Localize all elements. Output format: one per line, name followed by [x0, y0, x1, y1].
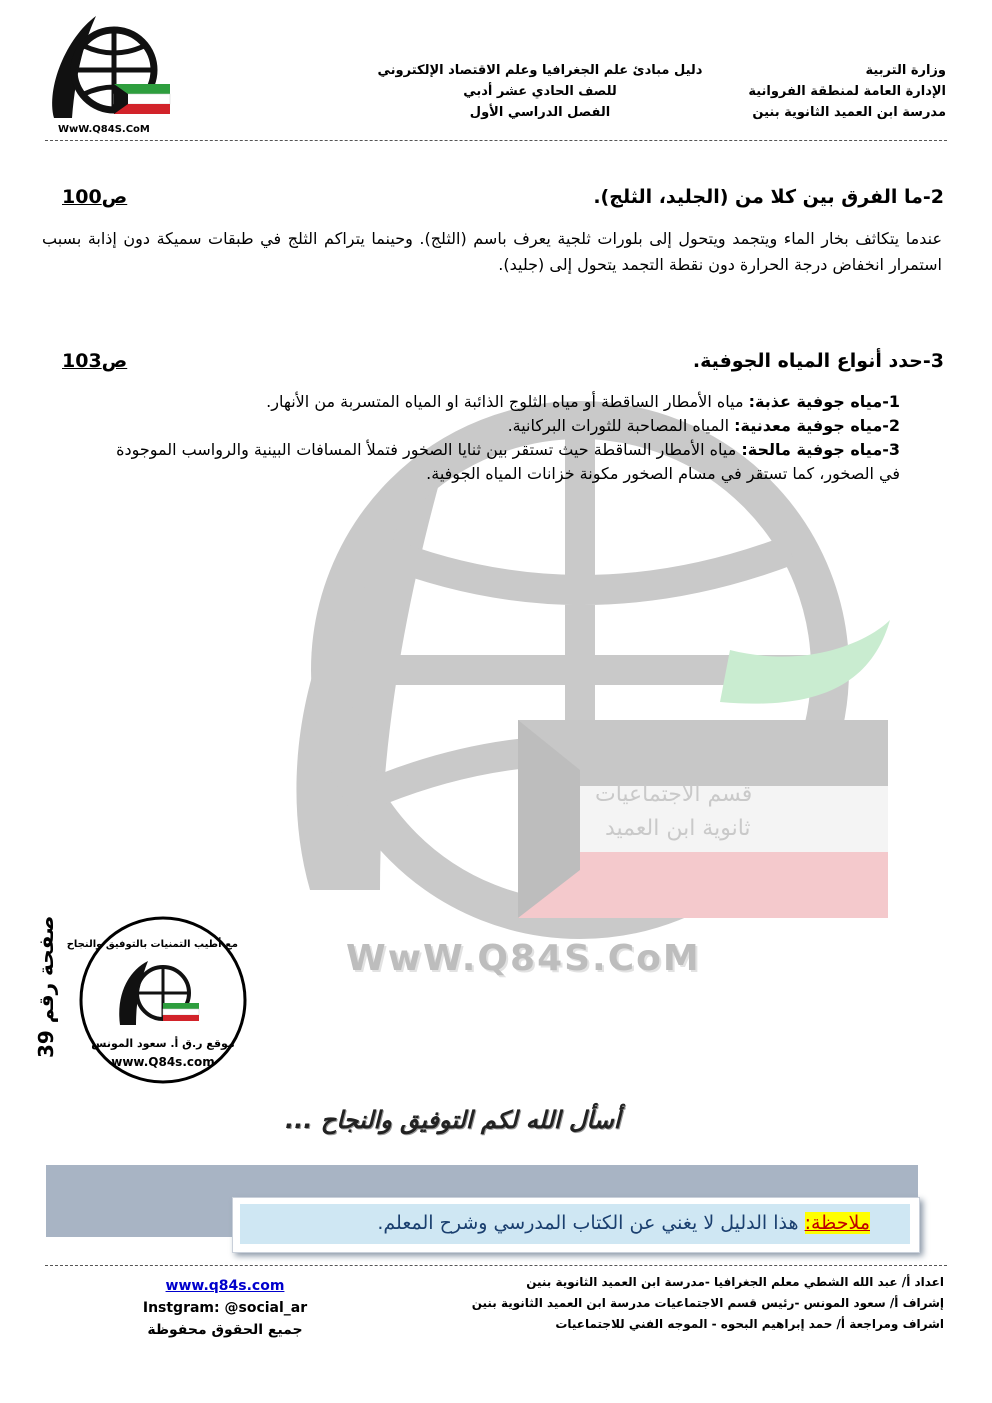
item-text: المياه المصاحبة للثورات البركانية. — [507, 416, 735, 435]
question-3-page-ref: ص103 — [62, 350, 128, 372]
groundwater-types-list — [100, 390, 900, 486]
copyright: جميع الحقوق محفوظة — [147, 1322, 303, 1338]
ministry-name: وزارة التربية — [865, 63, 946, 78]
stamp-line1: موقع ر.ق أ. سعود المونس — [91, 1037, 235, 1050]
footer-separator — [45, 1265, 947, 1266]
question-3-title: 3-حدد أنواع المياه الجوفية. — [692, 350, 944, 372]
item-label: 2-مياه جوفية معدنية: — [734, 416, 900, 435]
stamp-arc-text: مع أطيب التمنيات بالتوفيق والنجاح — [66, 939, 238, 950]
watermark-line2: ثانوية ابن العميد — [605, 816, 751, 841]
question-2-title: 2-ما الفرق بين كلا من (الجليد، الثلج). — [593, 186, 944, 208]
semester-label: الفصل الدراسي الأول — [469, 105, 611, 120]
stamp-line2: www.Q84s.com — [111, 1055, 215, 1069]
list-item — [100, 414, 900, 438]
watermark-site: WwW.Q84S.CoM — [346, 938, 701, 979]
list-item — [100, 390, 900, 414]
question-2-answer: عندما يتكاثف بخار الماء ويتجمد ويتحول إلى بلورات ثلجية يعرف باسم (الثلج). وحينما يتراكم الثلج في طبقات سميكة دون إذابة بسبب استمرار انخفاض درجة الحرارة دون نقطة التجمد يتحول إلى (جليد). — [42, 229, 942, 274]
header-logo — [36, 8, 176, 140]
supervised-by: إشراف أ/ سعود المونس -رئيس قسم الاجتماعيات مدرسة ابن العميد الثانوية بنين — [471, 1296, 944, 1310]
watermark-line1: قسم الاجتماعيات — [595, 782, 753, 807]
instagram-handle: Instgram: @social_ar — [142, 1300, 308, 1316]
globe-logo-icon — [36, 8, 176, 140]
note-label: ملاحظة: — [804, 1212, 870, 1234]
closing-prayer: أسأل الله لكم التوفيق والنجاح ... — [285, 1106, 621, 1134]
school-name: مدرسة ابن العميد الثانوية بنين — [752, 105, 946, 120]
note-text-line — [377, 1212, 870, 1234]
site-link[interactable]: www.q84s.com — [165, 1278, 285, 1294]
page-number: صفحة رقم 39 — [34, 915, 58, 1058]
logo-caption: WwW.Q84S.CoM — [58, 124, 150, 135]
guide-title: دليل مبادئ علم الجغرافيا وعلم الاقتصاد الإلكتروني — [377, 63, 703, 78]
grade-label: للصف الحادي عشر أدبي — [463, 84, 617, 99]
prepared-by: اعداد أ/ عبد الله الشطي معلم الجغرافيا -مدرسة ابن العميد الثانوية بنين — [526, 1275, 944, 1289]
item-text: مياه الأمطار الساقطة أو مياه الثلوج الذائبة او المياه المتسربة من الأنهار. — [266, 392, 749, 411]
header-right-block — [748, 60, 946, 123]
item-text: مياه الأمطار الساقطة حيث تستقر بين ثنايا الصخور فتملأ المسافات البينية والرواسب الموجودة في الصخور، كما تستقر في مسام الصخور مكونة خزانات المياه الجوفية. — [116, 440, 900, 483]
district-name: الإدارة العامة لمنطقة الفروانية — [748, 84, 946, 99]
list-item — [100, 438, 900, 486]
item-label: 1-مياه جوفية عذبة: — [748, 392, 900, 411]
reviewed-by: اشراف ومراجعة أ/ حمد إبراهيم البحوه - الموجه الفني للاجتماعيات — [555, 1317, 944, 1331]
note-text: هذا الدليل لا يغني عن الكتاب المدرسي وشرح المعلم. — [377, 1212, 805, 1234]
footer-credits — [472, 1272, 944, 1335]
item-label: 3-مياه جوفية مالحة: — [741, 440, 900, 459]
question-2-page-ref: ص100 — [62, 186, 128, 208]
header-center-block — [360, 60, 720, 123]
header-separator — [45, 140, 947, 141]
note-inner — [240, 1204, 910, 1244]
footer-contact — [110, 1275, 340, 1341]
site-stamp — [66, 915, 248, 1085]
